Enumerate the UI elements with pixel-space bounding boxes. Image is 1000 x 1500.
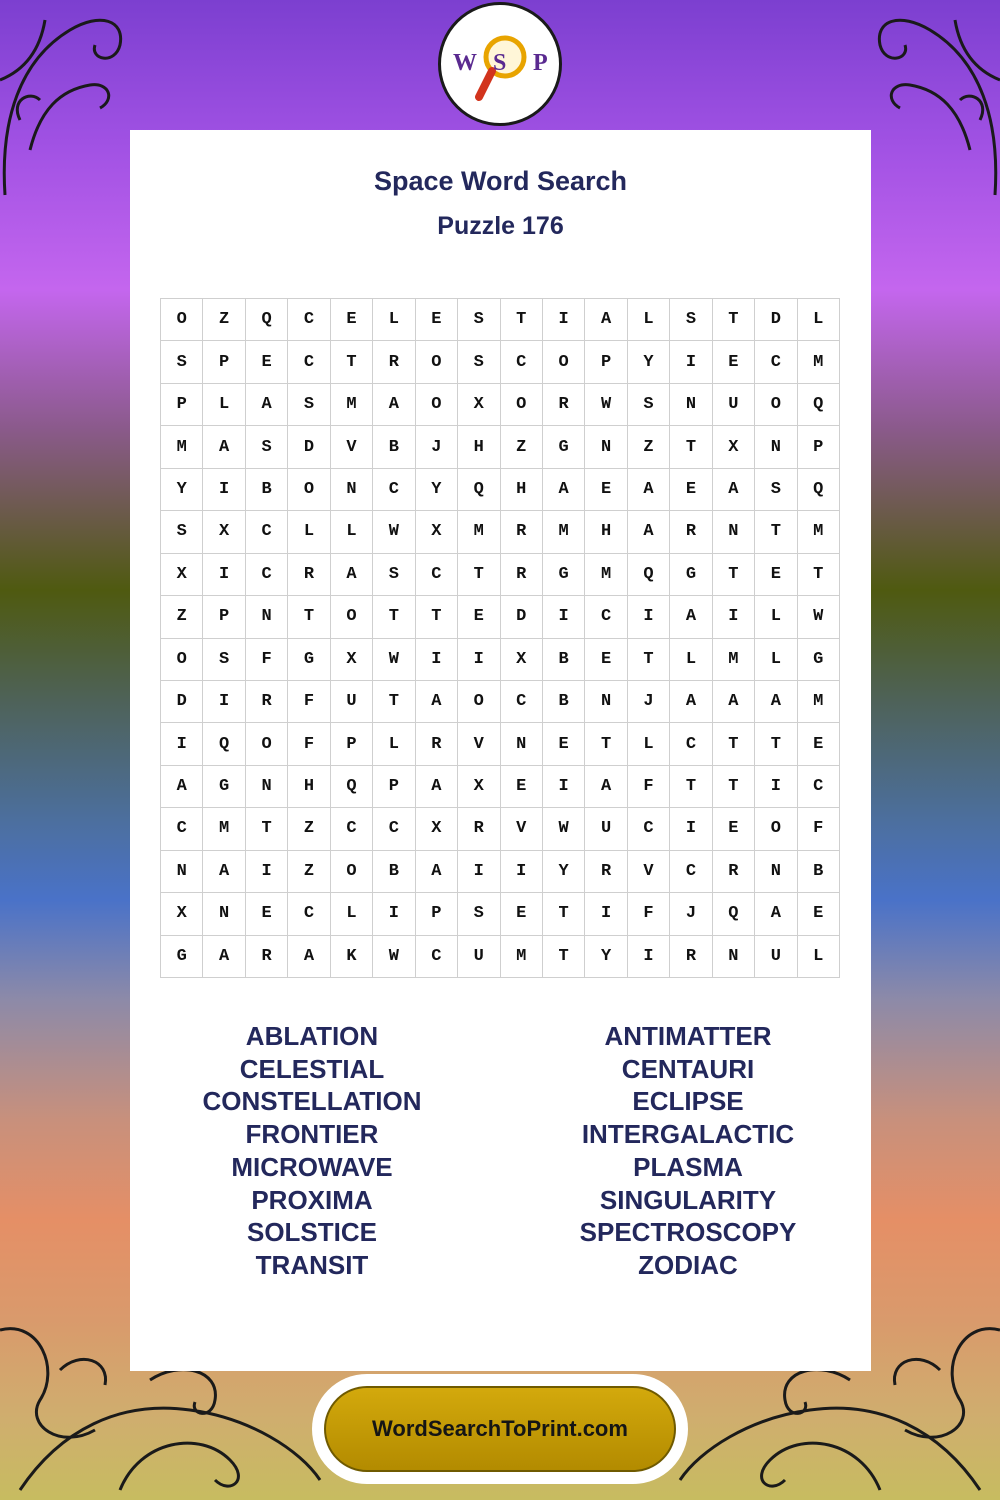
grid-cell[interactable]: P (798, 426, 840, 468)
grid-cell[interactable]: Z (161, 596, 203, 638)
grid-cell[interactable]: F (628, 766, 670, 808)
grid-cell[interactable]: I (543, 766, 585, 808)
grid-cell[interactable]: S (246, 426, 288, 468)
grid-cell[interactable]: W (373, 639, 415, 681)
grid-cell[interactable]: M (161, 426, 203, 468)
grid-cell[interactable]: C (755, 341, 797, 383)
grid-cell[interactable]: H (585, 511, 627, 553)
grid-cell[interactable]: O (331, 596, 373, 638)
grid-cell[interactable]: A (416, 766, 458, 808)
grid-cell[interactable]: L (628, 723, 670, 765)
grid-cell[interactable]: M (543, 511, 585, 553)
word-list-item: ANTIMATTER (604, 1021, 772, 1051)
grid-cell[interactable]: C (246, 511, 288, 553)
grid-cell[interactable]: A (755, 893, 797, 935)
grid-cell[interactable]: I (755, 766, 797, 808)
grid-cell[interactable]: B (798, 851, 840, 893)
grid-cell[interactable]: W (373, 936, 415, 978)
site-link[interactable]: WordSearchToPrint.com (324, 1386, 676, 1472)
grid-cell[interactable]: F (628, 893, 670, 935)
grid-cell[interactable]: G (288, 639, 330, 681)
grid-cell[interactable]: A (755, 681, 797, 723)
grid-cell[interactable]: E (331, 299, 373, 341)
grid-cell[interactable]: T (713, 723, 755, 765)
grid-cell[interactable]: X (161, 554, 203, 596)
grid-cell[interactable]: T (713, 554, 755, 596)
grid-cell[interactable]: D (161, 681, 203, 723)
grid-cell[interactable]: V (331, 426, 373, 468)
grid-cell[interactable]: U (585, 808, 627, 850)
grid-cell[interactable]: S (458, 341, 500, 383)
grid-cell[interactable]: N (203, 893, 245, 935)
word-list-item: CENTAURI (621, 1053, 755, 1084)
grid-cell[interactable]: E (416, 299, 458, 341)
grid-cell[interactable]: X (161, 893, 203, 935)
grid-cell[interactable]: A (161, 766, 203, 808)
grid-cell[interactable]: R (543, 384, 585, 426)
grid-cell[interactable]: S (161, 511, 203, 553)
grid-cell[interactable]: Y (161, 469, 203, 511)
word-list-item: SOLSTICE (246, 1217, 377, 1248)
grid-cell[interactable]: I (585, 893, 627, 935)
grid-cell[interactable]: Z (288, 808, 330, 850)
grid-cell[interactable]: T (628, 639, 670, 681)
grid-cell[interactable]: N (755, 426, 797, 468)
grid-cell[interactable]: L (331, 511, 373, 553)
grid-cell[interactable]: E (713, 808, 755, 850)
grid-cell[interactable]: T (458, 554, 500, 596)
grid-cell[interactable]: X (713, 426, 755, 468)
grid-cell[interactable]: E (755, 554, 797, 596)
grid-cell[interactable]: C (416, 936, 458, 978)
grid-cell[interactable]: U (713, 384, 755, 426)
grid-cell[interactable]: X (458, 766, 500, 808)
grid-cell[interactable]: Z (288, 851, 330, 893)
grid-cell[interactable]: T (585, 723, 627, 765)
grid-cell[interactable]: Q (798, 384, 840, 426)
grid-cell[interactable]: Q (628, 554, 670, 596)
grid-cell[interactable]: C (331, 808, 373, 850)
grid-cell[interactable]: A (288, 936, 330, 978)
letter-grid[interactable] (160, 298, 840, 978)
logo-letter-s: S (493, 50, 507, 76)
word-list-item: SPECTROSCOPY (579, 1217, 797, 1248)
grid-cell[interactable]: G (543, 426, 585, 468)
grid-cell[interactable]: R (288, 554, 330, 596)
grid-cell[interactable]: A (585, 299, 627, 341)
grid-cell[interactable]: E (501, 766, 543, 808)
grid-cell[interactable]: W (585, 384, 627, 426)
grid-cell[interactable]: N (755, 851, 797, 893)
grid-cell[interactable]: Q (713, 893, 755, 935)
grid-cell[interactable]: C (628, 808, 670, 850)
grid-cell[interactable]: I (416, 639, 458, 681)
grid-cell[interactable]: F (246, 639, 288, 681)
grid-cell[interactable]: O (755, 808, 797, 850)
grid-cell[interactable]: T (670, 426, 712, 468)
grid-cell[interactable]: A (628, 469, 670, 511)
grid-cell[interactable]: G (670, 554, 712, 596)
grid-cell[interactable]: S (203, 639, 245, 681)
grid-cell[interactable]: C (585, 596, 627, 638)
grid-cell[interactable]: F (288, 681, 330, 723)
grid-cell[interactable]: A (416, 681, 458, 723)
grid-cell[interactable]: W (798, 596, 840, 638)
grid-cell[interactable]: N (246, 596, 288, 638)
grid-cell[interactable]: R (246, 936, 288, 978)
logo-letter-w: W (453, 50, 477, 76)
word-list-item: PLASMA (633, 1151, 743, 1182)
word-list-item: INTERGALACTIC (581, 1119, 795, 1150)
word-list-item: SINGULARITY (599, 1184, 777, 1215)
grid-cell[interactable]: O (458, 681, 500, 723)
grid-cell[interactable]: N (501, 723, 543, 765)
grid-cell[interactable]: T (373, 596, 415, 638)
grid-cell[interactable]: X (331, 639, 373, 681)
grid-cell[interactable]: I (458, 851, 500, 893)
grid-cell[interactable]: M (331, 384, 373, 426)
grid-cell[interactable]: N (670, 384, 712, 426)
grid-cell[interactable]: M (585, 554, 627, 596)
grid-cell[interactable]: C (161, 808, 203, 850)
grid-cell[interactable]: V (501, 808, 543, 850)
grid-cell[interactable]: A (203, 426, 245, 468)
grid-cell[interactable]: N (161, 851, 203, 893)
grid-cell[interactable]: T (713, 766, 755, 808)
grid-cell[interactable]: I (543, 596, 585, 638)
grid-cell[interactable]: A (628, 511, 670, 553)
grid-cell[interactable]: I (203, 469, 245, 511)
grid-cell[interactable]: Q (246, 299, 288, 341)
grid-cell[interactable]: T (246, 808, 288, 850)
grid-cell[interactable]: B (543, 639, 585, 681)
grid-cell[interactable]: S (373, 554, 415, 596)
grid-cell[interactable]: A (246, 384, 288, 426)
grid-cell[interactable]: G (161, 936, 203, 978)
word-list-item: ECLIPSE (632, 1086, 744, 1117)
grid-cell[interactable]: P (416, 893, 458, 935)
grid-cell[interactable]: R (670, 936, 712, 978)
grid-cell[interactable]: E (543, 723, 585, 765)
grid-cell[interactable]: P (373, 766, 415, 808)
word-list-item: CELESTIAL (239, 1053, 385, 1084)
grid-cell[interactable]: Y (585, 936, 627, 978)
grid-cell[interactable]: I (203, 681, 245, 723)
grid-cell[interactable]: K (331, 936, 373, 978)
grid-cell[interactable]: R (501, 554, 543, 596)
word-list-item: PROXIMA (251, 1184, 373, 1215)
grid-cell[interactable]: W (373, 511, 415, 553)
site-logo[interactable] (438, 2, 562, 126)
grid-cell[interactable]: L (628, 299, 670, 341)
grid-cell[interactable]: T (373, 681, 415, 723)
grid-cell[interactable]: C (288, 299, 330, 341)
grid-cell[interactable]: I (713, 596, 755, 638)
grid-cell[interactable]: L (288, 511, 330, 553)
grid-cell[interactable]: C (416, 554, 458, 596)
grid-cell[interactable]: C (373, 808, 415, 850)
grid-cell[interactable]: S (161, 341, 203, 383)
grid-cell[interactable]: X (501, 639, 543, 681)
grid-cell[interactable]: Q (798, 469, 840, 511)
grid-cell[interactable]: B (373, 426, 415, 468)
grid-cell[interactable]: E (501, 893, 543, 935)
grid-cell[interactable]: D (501, 596, 543, 638)
grid-cell[interactable]: A (670, 681, 712, 723)
grid-cell[interactable]: L (373, 299, 415, 341)
grid-cell[interactable]: I (628, 596, 670, 638)
grid-cell[interactable]: Y (416, 469, 458, 511)
grid-cell[interactable]: I (458, 639, 500, 681)
grid-cell[interactable]: R (416, 723, 458, 765)
grid-cell[interactable]: L (203, 384, 245, 426)
grid-cell[interactable]: F (288, 723, 330, 765)
grid-cell[interactable]: A (331, 554, 373, 596)
grid-cell[interactable]: T (288, 596, 330, 638)
grid-cell[interactable]: O (501, 384, 543, 426)
grid-cell[interactable]: M (798, 681, 840, 723)
grid-cell[interactable]: T (755, 511, 797, 553)
word-list-left (112, 1020, 512, 1282)
grid-cell[interactable]: S (458, 299, 500, 341)
grid-cell[interactable]: H (458, 426, 500, 468)
grid-cell[interactable]: E (713, 341, 755, 383)
grid-cell[interactable]: R (670, 511, 712, 553)
grid-cell[interactable]: A (585, 766, 627, 808)
grid-cell[interactable]: C (288, 341, 330, 383)
grid-cell[interactable]: J (628, 681, 670, 723)
grid-cell[interactable]: O (288, 469, 330, 511)
grid-cell[interactable]: T (755, 723, 797, 765)
grid-cell[interactable]: N (713, 936, 755, 978)
grid-cell[interactable]: R (501, 511, 543, 553)
word-list-item: MICROWAVE (231, 1151, 393, 1182)
grid-cell[interactable]: A (373, 384, 415, 426)
word-list-item: FRONTIER (245, 1119, 379, 1150)
grid-cell[interactable]: T (713, 299, 755, 341)
grid-cell[interactable]: V (458, 723, 500, 765)
word-list-right (488, 1020, 888, 1282)
grid-cell[interactable]: T (331, 341, 373, 383)
grid-cell[interactable]: A (713, 681, 755, 723)
grid-cell[interactable]: I (501, 851, 543, 893)
grid-cell[interactable]: Q (458, 469, 500, 511)
grid-cell[interactable]: P (161, 384, 203, 426)
grid-cell[interactable]: O (543, 341, 585, 383)
grid-cell[interactable]: G (203, 766, 245, 808)
grid-cell[interactable]: N (585, 426, 627, 468)
puzzle-title: Space Word Search (373, 166, 628, 196)
word-list-item: CONSTELLATION (202, 1086, 422, 1117)
grid-cell[interactable]: X (416, 511, 458, 553)
grid-cell[interactable]: R (585, 851, 627, 893)
grid-cell[interactable]: E (798, 893, 840, 935)
grid-cell[interactable]: F (798, 808, 840, 850)
grid-cell[interactable]: U (458, 936, 500, 978)
grid-cell[interactable]: E (585, 469, 627, 511)
top-right-ornament (870, 0, 1000, 200)
grid-cell[interactable]: L (755, 596, 797, 638)
grid-cell[interactable]: X (416, 808, 458, 850)
grid-cell[interactable]: C (798, 766, 840, 808)
grid-cell[interactable]: Z (203, 299, 245, 341)
grid-cell[interactable]: C (373, 469, 415, 511)
grid-cell[interactable]: T (501, 299, 543, 341)
grid-cell[interactable]: H (288, 766, 330, 808)
grid-cell[interactable]: Z (501, 426, 543, 468)
grid-cell[interactable]: M (458, 511, 500, 553)
grid-cell[interactable]: M (798, 341, 840, 383)
logo-letter-p: P (533, 50, 548, 76)
grid-cell[interactable]: S (670, 299, 712, 341)
grid-cell[interactable]: X (458, 384, 500, 426)
grid-cell[interactable]: L (798, 936, 840, 978)
grid-cell[interactable]: I (628, 936, 670, 978)
grid-cell[interactable]: E (458, 596, 500, 638)
grid-cell[interactable]: D (288, 426, 330, 468)
grid-cell[interactable]: R (713, 851, 755, 893)
grid-cell[interactable]: T (543, 893, 585, 935)
grid-cell[interactable]: E (798, 723, 840, 765)
grid-cell[interactable]: P (585, 341, 627, 383)
grid-cell[interactable]: R (458, 808, 500, 850)
grid-cell[interactable]: E (246, 893, 288, 935)
grid-cell[interactable]: T (543, 936, 585, 978)
grid-cell[interactable]: S (755, 469, 797, 511)
grid-cell[interactable]: P (203, 596, 245, 638)
grid-cell[interactable]: I (670, 808, 712, 850)
grid-cell[interactable]: T (798, 554, 840, 596)
grid-cell[interactable]: D (755, 299, 797, 341)
grid-cell[interactable]: A (543, 469, 585, 511)
grid-cell[interactable]: N (585, 681, 627, 723)
grid-cell[interactable]: C (670, 723, 712, 765)
grid-cell[interactable]: J (670, 893, 712, 935)
grid-cell[interactable]: N (713, 511, 755, 553)
grid-cell[interactable]: A (203, 851, 245, 893)
word-list-item: ZODIAC (638, 1249, 738, 1280)
grid-cell[interactable]: C (246, 554, 288, 596)
grid-cell[interactable]: S (628, 384, 670, 426)
grid-cell[interactable]: O (161, 639, 203, 681)
grid-cell[interactable]: A (203, 936, 245, 978)
grid-cell[interactable]: G (798, 639, 840, 681)
grid-cell[interactable]: I (203, 554, 245, 596)
grid-cell[interactable]: J (416, 426, 458, 468)
grid-cell[interactable]: A (713, 469, 755, 511)
grid-cell[interactable]: M (798, 511, 840, 553)
puzzle-subtitle: Puzzle 176 (437, 212, 564, 240)
grid-cell[interactable]: E (246, 341, 288, 383)
grid-cell[interactable]: A (416, 851, 458, 893)
grid-cell[interactable]: Y (628, 341, 670, 383)
grid-cell[interactable]: N (331, 469, 373, 511)
grid-cell[interactable]: I (161, 723, 203, 765)
grid-cell[interactable]: C (501, 341, 543, 383)
grid-cell[interactable]: O (331, 851, 373, 893)
grid-cell[interactable]: Q (203, 723, 245, 765)
grid-cell[interactable]: Q (331, 766, 373, 808)
grid-cell[interactable]: V (628, 851, 670, 893)
grid-cell[interactable]: A (670, 596, 712, 638)
grid-cell[interactable]: O (416, 384, 458, 426)
grid-cell[interactable]: L (755, 639, 797, 681)
site-banner[interactable] (312, 1374, 688, 1484)
grid-cell[interactable]: G (543, 554, 585, 596)
grid-cell[interactable]: C (670, 851, 712, 893)
grid-cell[interactable]: B (246, 469, 288, 511)
grid-cell[interactable]: L (798, 299, 840, 341)
grid-cell[interactable]: E (585, 639, 627, 681)
grid-cell[interactable]: R (373, 341, 415, 383)
top-left-ornament (0, 0, 130, 200)
grid-cell[interactable]: M (203, 808, 245, 850)
grid-cell[interactable]: T (670, 766, 712, 808)
grid-cell[interactable]: Z (628, 426, 670, 468)
puzzle-sheet (130, 130, 871, 1371)
grid-cell[interactable]: O (161, 299, 203, 341)
grid-cell[interactable]: I (670, 341, 712, 383)
grid-cell[interactable]: N (246, 766, 288, 808)
grid-cell[interactable]: C (288, 893, 330, 935)
grid-cell[interactable]: O (416, 341, 458, 383)
grid-cell[interactable]: W (543, 808, 585, 850)
grid-cell[interactable]: U (331, 681, 373, 723)
grid-cell[interactable]: R (246, 681, 288, 723)
grid-cell[interactable]: Y (543, 851, 585, 893)
grid-cell[interactable]: P (331, 723, 373, 765)
word-list-item: TRANSIT (255, 1249, 369, 1280)
grid-cell[interactable]: S (458, 893, 500, 935)
grid-cell[interactable]: C (501, 681, 543, 723)
grid-cell[interactable]: P (203, 341, 245, 383)
grid-cell[interactable]: B (373, 851, 415, 893)
grid-cell[interactable]: M (501, 936, 543, 978)
grid-cell[interactable]: S (288, 384, 330, 426)
grid-cell[interactable]: I (543, 299, 585, 341)
grid-cell[interactable]: I (246, 851, 288, 893)
grid-cell[interactable]: H (501, 469, 543, 511)
grid-cell[interactable]: O (246, 723, 288, 765)
grid-cell[interactable]: T (416, 596, 458, 638)
grid-cell[interactable]: I (373, 893, 415, 935)
grid-cell[interactable]: L (331, 893, 373, 935)
grid-cell[interactable]: O (755, 384, 797, 426)
grid-cell[interactable]: M (713, 639, 755, 681)
grid-cell[interactable]: U (755, 936, 797, 978)
grid-cell[interactable]: B (543, 681, 585, 723)
grid-cell[interactable]: E (670, 469, 712, 511)
grid-cell[interactable]: X (203, 511, 245, 553)
word-list-item: ABLATION (245, 1021, 379, 1051)
grid-cell[interactable]: L (670, 639, 712, 681)
grid-cell[interactable]: L (373, 723, 415, 765)
